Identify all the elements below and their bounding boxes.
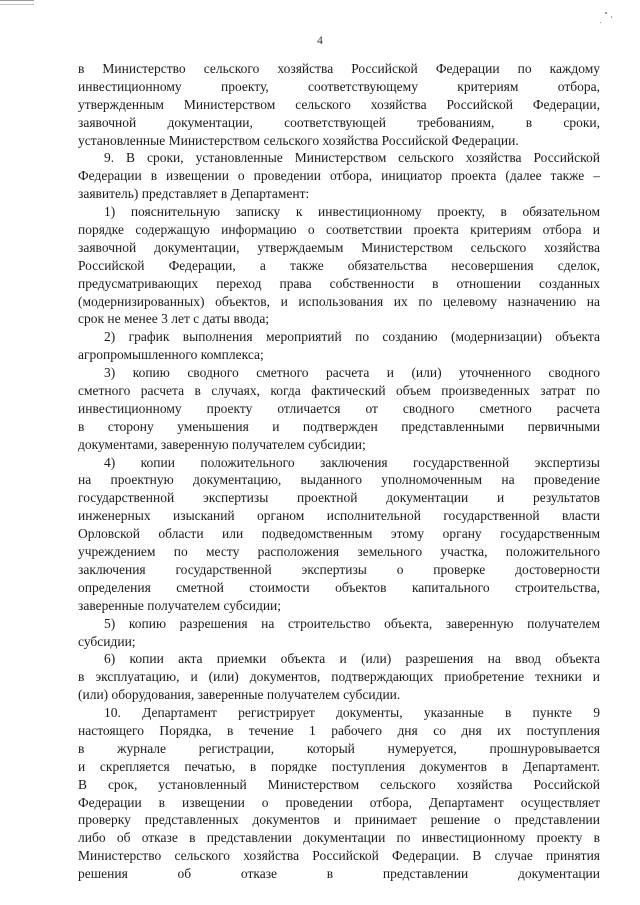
text-line: В срок, установленный Министерством сельского хозяйства Российской xyxy=(78,776,600,792)
text-line: агропромышленного комплекса; xyxy=(78,347,264,363)
text-line: на проектную документацию, выданного уполномоченным на проведение xyxy=(78,472,600,488)
text-line: 9. В сроки, установленные Министерством сельского хозяйства Российской xyxy=(104,150,600,166)
text-line: Орловской области или подведомственным этому органу государственным xyxy=(78,526,600,542)
text-line: и скрепляется печатью, в порядке поступления документов в Департамент. xyxy=(78,758,600,774)
text-line: предусматривающих переход права собственности в отношении созданных xyxy=(78,275,600,291)
text-line: в сторону уменьшения и подтвержден представленными первичными xyxy=(78,418,600,434)
page-number: 4 xyxy=(317,35,323,47)
text-line: Федерации в извещении о проведении отбора, Департамент осуществляет xyxy=(78,794,600,810)
text-line: документами, заверенную получателем субсидии; xyxy=(78,436,366,452)
text-line: 1) пояснительную записку к инвестиционному проекту, в обязательном xyxy=(104,204,600,220)
text-line: заверенные получателем субсидии; xyxy=(78,597,282,613)
text-line: срок не менее 3 лет с даты ввода; xyxy=(78,311,270,327)
scan-speck xyxy=(605,12,607,14)
text-line: инженерных изысканий органом исполнительной государственной власти xyxy=(78,508,600,524)
text-line: Министерство сельского хозяйства Российской Федерации. В случае принятия xyxy=(78,848,600,864)
text-line: государственной экспертизы проектной документации и результатов xyxy=(78,490,600,506)
text-line: 4) копии положительного заключения государственной экспертизы xyxy=(104,454,600,470)
text-line: 5) копию разрешения на строительство объекта, заверенную получателем xyxy=(104,615,600,631)
text-line: (модернизированных) объектов, и использования их по целевому назначению на xyxy=(78,293,600,309)
text-line: заключения государственной экспертизы о проверке достоверности xyxy=(78,561,600,577)
scan-corner-mark xyxy=(0,0,34,5)
text-line: 3) копию сводного сметного расчета и (или) уточненного сводного xyxy=(104,365,600,381)
text-line: заявитель) представляет в Департамент: xyxy=(78,186,310,202)
document-body xyxy=(78,60,600,883)
text-line: порядке содержащую информацию о соответствии проекта критериям отбора и xyxy=(78,222,600,238)
text-line: заявочной документации, соответствующей требованиям, в сроки, xyxy=(78,114,600,130)
text-line: в Министерство сельского хозяйства Российской Федерации по каждому xyxy=(78,61,600,76)
text-line: либо об отказе в представлении документации по инвестиционному проекту в xyxy=(78,830,600,846)
text-line: инвестиционному проекту отличается от сводного сметного расчета xyxy=(78,400,600,416)
text-line: 6) копии акта приемки объекта и (или) разрешения на ввод объекта xyxy=(104,651,600,667)
scan-speck xyxy=(611,16,612,18)
text-line: решения об отказе в представлении документации xyxy=(78,866,600,882)
text-line: субсидии; xyxy=(78,633,136,649)
text-line: определения сметной стоимости объектов капитального строительства, xyxy=(78,579,600,595)
text-line: настоящего Порядка, в течение 1 рабочего дня со дня их поступления xyxy=(78,722,600,738)
text-line: проверку представленных документов и принимает решение о представлении xyxy=(78,812,600,828)
text-line: инвестиционному проекту, соответствующему критериям отбора, xyxy=(78,78,600,94)
text-line: 10. Департамент регистрирует документы, указанные в пункте 9 xyxy=(104,705,600,721)
scan-speck xyxy=(600,22,601,23)
text-line: сметного расчета в случаях, когда фактический объем произведенных затрат по xyxy=(78,383,600,399)
text-line: установленные Министерством сельского хозяйства Российской Федерации. xyxy=(78,132,519,148)
text-line: утвержденным Министерством сельского хозяйства Российской Федерации, xyxy=(78,96,600,112)
text-line: 2) график выполнения мероприятий по созданию (модернизации) объекта xyxy=(104,329,600,345)
text-line: (или) оборудования, заверенные получателем субсидии. xyxy=(78,687,401,703)
text-line: Российской Федерации, а также обязательства несовершения сделок, xyxy=(78,257,600,273)
text-line: учреждением по месту расположения земельного участка, положительного xyxy=(78,544,600,560)
text-line: в эксплуатацию, и (или) документов, подтверждающих приобретение техники и xyxy=(78,669,600,685)
text-line: Федерации в извещении о проведении отбора, инициатор проекта (далее также – xyxy=(78,168,600,184)
text-line: в журнале регистрации, который нумеруется, прошнуровывается xyxy=(78,740,600,756)
text-line: заявочной документации, утверждаемым Министерством сельского хозяйства xyxy=(78,239,600,255)
